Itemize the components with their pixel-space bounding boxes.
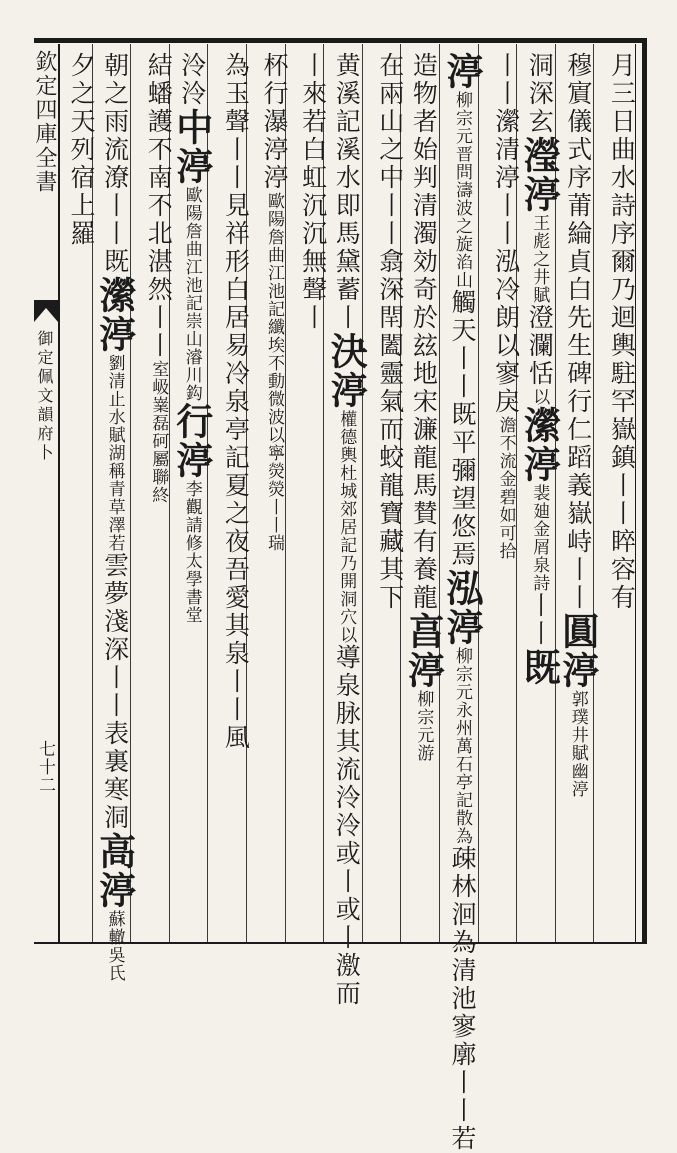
text-column xyxy=(475,52,519,937)
body-text: 洞深玄 xyxy=(525,52,555,136)
text-column xyxy=(359,52,403,937)
body-text: 朝之雨流潦丨丨既 xyxy=(100,52,130,276)
text-column xyxy=(436,52,484,1153)
frame-top-rule xyxy=(34,38,646,43)
body-text: 杯行瀑渟渟 xyxy=(260,52,289,192)
headword: 亯渟 xyxy=(401,612,446,690)
annotation: 王彪之井賦 xyxy=(529,214,550,304)
sub-title-extra: 卜 xyxy=(35,444,54,463)
headword: 泓渟 xyxy=(440,569,484,647)
body-text: 雲夢淺深丨丨表裏寒洞 xyxy=(100,552,130,832)
text-column xyxy=(127,52,174,937)
annotation: 裴廸金屑泉詩 xyxy=(529,484,550,592)
body-text: 丨來若白虹沉沉無聲丨 xyxy=(298,52,328,332)
annotation: 郭璞井賦幽渟 xyxy=(567,690,588,798)
body-text: 黄溪記溪水即馬黛蓄丨 xyxy=(332,52,362,332)
annotation: 劉清止水賦湖稱青草澤若 xyxy=(104,354,125,552)
headword: 既 xyxy=(517,648,562,687)
headword: 瀠渟 xyxy=(517,406,562,484)
book-title: 欽定四庫全書 xyxy=(32,50,57,194)
body-text: 澄瀾恬 xyxy=(525,304,555,388)
headword: 中渟 xyxy=(169,108,214,186)
headword: 高渟 xyxy=(92,832,137,910)
body-text: 夕之天列宿上羅 xyxy=(67,52,96,248)
body-text: 造物者始判清濁効奇於玆地宋濂龍馬賛有養龍 xyxy=(409,52,439,612)
annotation: 歐陽詹曲江池記崇山濬川鈎 xyxy=(181,186,202,402)
headword: 瀠渟 xyxy=(92,276,137,354)
body-text: 在兩山之中丨丨翕深閈闔靈氣而蛟龍寶藏其下 xyxy=(375,52,405,612)
annotation: 以 xyxy=(529,388,550,406)
body-text: 月三日曲水詩序爾乃迴輿駐罕嶽鎮丨丨睟容有 xyxy=(607,52,637,612)
headword: 瀅渟 xyxy=(517,136,562,214)
headword: 行渟 xyxy=(169,402,214,480)
body-text: 穆賔儀式序莆綸貞白先生碑行仁蹈義嶽峙丨丨 xyxy=(563,52,593,612)
headword: 圓渟 xyxy=(555,612,600,690)
body-text: 疎林洄為清池寥廓丨丨若 xyxy=(448,845,477,1153)
annotation: 權德輿杜城郊居記乃開洞穴以 xyxy=(336,410,357,644)
body-text: 丨丨 xyxy=(525,592,555,648)
body-text: 丨丨瀠清渟丨丨泓冷朗以寥戾 xyxy=(491,52,521,416)
annotation: 歐陽詹曲江池記纖埃不動微波以寧熒熒丨丨瑞 xyxy=(264,192,284,552)
body-text: 觸天丨丨既平彌望悠焉 xyxy=(448,289,477,569)
annotation: 李觀請修太學書堂 xyxy=(181,480,202,624)
frame-right-rule xyxy=(642,38,647,943)
annotation: 柳宗元永州萬石亭記散為 xyxy=(452,647,472,845)
annotation: 蘇轍吳氏 xyxy=(104,910,125,982)
page-number: 七十二 xyxy=(35,740,55,794)
annotation: 澹不流金碧如可拾 xyxy=(495,416,516,560)
annotation: 柳宗元晋問濤波之旋淊山 xyxy=(452,91,472,289)
headword: 決渟 xyxy=(324,332,369,410)
body-text: 為玉聲丨丨見祥形白居易冷泉亭記夏之夜吾愛其泉丨丨風 xyxy=(221,52,251,752)
body-text: 結蟠護不南不北湛然丨丨 xyxy=(144,52,174,360)
headword: 渟 xyxy=(440,52,484,91)
body-text: 導泉脉其流泠泠或丨或丨激而 xyxy=(332,644,362,1008)
sub-title-text: 御定佩文韻府 xyxy=(35,330,54,444)
text-column xyxy=(590,52,637,937)
text-column xyxy=(50,52,94,937)
body-text: 泠泠 xyxy=(177,52,207,108)
annotation: 柳宗元游 xyxy=(413,690,434,762)
annotation: 室岋嶪磊砢屬聯終 xyxy=(148,360,169,504)
